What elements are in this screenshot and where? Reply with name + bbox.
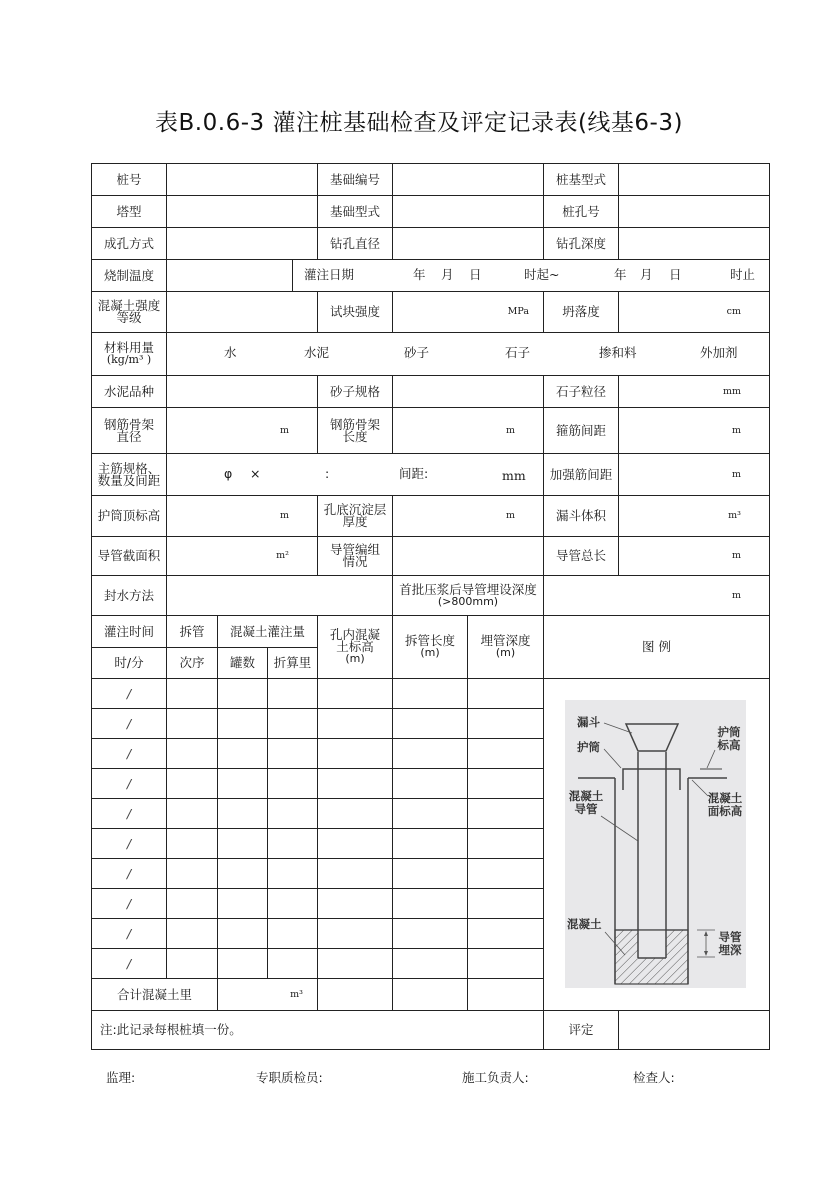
footer-construction-lead: 施工负责人: (462, 1070, 529, 1085)
legend-casing: 护筒 (577, 740, 600, 754)
field-casting-temp[interactable] (166, 259, 293, 292)
pour-row-cell[interactable] (267, 678, 318, 709)
pour-row-cell[interactable] (217, 738, 268, 769)
label-pipe-assembly: 导管编组情况 (317, 536, 393, 576)
pour-row-cell[interactable] (317, 798, 393, 829)
label-water-seal: 封水方法 (91, 575, 167, 616)
field-water-seal[interactable] (166, 575, 393, 616)
pour-row-cell[interactable] (317, 918, 393, 949)
pour-row-cell[interactable] (467, 798, 544, 829)
label-concrete-grade: 混凝土强度等级 (91, 291, 167, 333)
field-main-bar[interactable] (166, 453, 544, 496)
field-casing-top-elev[interactable]: m (166, 495, 318, 537)
pour-row-time-field[interactable]: / (91, 858, 167, 889)
spacing-label: 间距: (399, 466, 429, 481)
field-pour-date[interactable] (292, 259, 770, 292)
pour-row-cell[interactable] (217, 678, 268, 709)
field-first-batch-depth[interactable]: m (543, 575, 770, 616)
header-removal-length-unit: (m) (420, 646, 440, 659)
pour-row-time-field[interactable]: / (91, 708, 167, 739)
label-foundation-no: 基础编号 (317, 163, 393, 196)
pour-row-cell[interactable] (267, 858, 318, 889)
pour-row-cell[interactable] (267, 828, 318, 859)
field-pile-foundation-type[interactable] (618, 163, 770, 196)
label-cage-length: 钢筋骨架长度 (317, 407, 393, 454)
pour-row-cell[interactable] (392, 918, 468, 949)
footer-supervisor: 监理: (106, 1070, 136, 1085)
label-pile-foundation-type: 桩基型式 (543, 163, 619, 196)
pour-row-cell[interactable] (217, 828, 268, 859)
pour-row-cell[interactable] (392, 678, 468, 709)
pour-row-time-field[interactable]: / (91, 918, 167, 949)
legend-pipe-burial: 导管埋深 (718, 930, 742, 957)
pour-row-time-field[interactable]: / (91, 888, 167, 919)
label-total-concrete: 合计混凝土里 (91, 978, 218, 1011)
pour-row-cell[interactable] (217, 918, 268, 949)
field-material-usage[interactable] (166, 332, 770, 376)
month-label-end: 月 (640, 267, 653, 282)
legend-hopper: 漏斗 (577, 715, 600, 729)
month-label-start: 月 (441, 267, 454, 282)
legend-concrete-surface: 混凝土面标高 (707, 791, 743, 818)
pour-row-cell[interactable] (267, 708, 318, 739)
label-stirrup-spacing: 箍筋间距 (543, 407, 619, 454)
pour-row-cell[interactable] (166, 828, 218, 859)
pour-row-cell[interactable] (166, 738, 218, 769)
label-slump: 坍落度 (543, 291, 619, 333)
field-total-removal-length[interactable] (392, 978, 468, 1011)
header-burial-depth (467, 615, 544, 679)
pour-row-cell[interactable] (467, 768, 544, 799)
header-elevation-text: 孔内混凝土标高 (329, 627, 380, 654)
spacing-unit: mm (502, 468, 526, 483)
field-total-concrete[interactable]: m³ (217, 978, 318, 1011)
pour-row-cell[interactable] (392, 828, 468, 859)
pour-row-cell[interactable] (267, 888, 318, 919)
header-legend: 图 例 (543, 615, 770, 679)
label-evaluation: 评定 (543, 1010, 619, 1050)
pour-row-cell[interactable] (166, 678, 218, 709)
pile-diagram (565, 700, 746, 988)
pour-row-cell[interactable] (267, 738, 318, 769)
pour-row-cell[interactable] (392, 738, 468, 769)
pour-row-time-field[interactable]: / (91, 798, 167, 829)
pour-row-cell[interactable] (267, 768, 318, 799)
pour-row-cell[interactable] (166, 918, 218, 949)
label-sediment-thickness: 孔底沉淀层厚度 (317, 495, 393, 537)
pour-row-cell[interactable] (166, 798, 218, 829)
pour-row-cell[interactable] (217, 888, 268, 919)
pour-row-cell[interactable] (317, 828, 393, 859)
label-pipe-area: 导管截面积 (91, 536, 167, 576)
header-buckets: 罐数 (217, 647, 268, 679)
pour-row-cell[interactable] (317, 738, 393, 769)
day-label-end: 日 (669, 267, 682, 282)
pour-row-cell[interactable] (217, 708, 268, 739)
field-sediment-thickness[interactable]: m (392, 495, 544, 537)
pour-row-cell[interactable] (392, 948, 468, 979)
pour-row-cell[interactable] (467, 708, 544, 739)
pour-row-cell[interactable] (467, 678, 544, 709)
page-title: 表B.0.6-3 灌注桩基础检查及评定记录表(线基6-3) (155, 110, 683, 136)
pour-row-cell[interactable] (317, 858, 393, 889)
material-sand: 砂子 (404, 345, 430, 360)
year-label-end: 年 (614, 267, 627, 282)
field-hole-method[interactable] (166, 227, 318, 260)
label-casting-temp: 烧制温度 (91, 259, 167, 292)
field-sand-spec[interactable] (392, 375, 544, 408)
pour-row-cell[interactable] (217, 948, 268, 979)
pour-row-cell[interactable] (467, 888, 544, 919)
field-pipe-total-length[interactable]: m (618, 536, 770, 576)
label-pile-hole-no: 桩孔号 (543, 195, 619, 228)
label-reinforce-spacing: 加强筋间距 (543, 453, 619, 496)
pour-row-cell[interactable] (467, 948, 544, 979)
phi-symbol: φ (224, 466, 233, 481)
label-cement-type: 水泥品种 (91, 375, 167, 408)
label-tower-type: 塔型 (91, 195, 167, 228)
label-sand-spec: 砂子规格 (317, 375, 393, 408)
pour-row-cell[interactable] (217, 768, 268, 799)
pour-row-cell[interactable] (467, 918, 544, 949)
footer-quality-inspector: 专职质检员: (256, 1070, 323, 1085)
header-hour-min: 时/分 (91, 647, 167, 679)
pour-row-cell[interactable] (392, 858, 468, 889)
pour-row-cell[interactable] (166, 858, 218, 889)
material-usage-text: 材料用量 (103, 340, 154, 355)
field-slump[interactable]: cm (618, 291, 770, 333)
material-cement: 水泥 (304, 345, 330, 360)
label-pile-no: 桩号 (91, 163, 167, 196)
label-stone-size: 石子粒径 (543, 375, 619, 408)
field-foundation-type[interactable] (392, 195, 544, 228)
label-material-usage (91, 332, 167, 376)
label-first-batch-depth (392, 575, 544, 616)
field-cage-diameter[interactable]: m (166, 407, 318, 454)
material-stone: 石子 (505, 345, 531, 360)
field-evaluation[interactable] (618, 1010, 770, 1050)
label-test-block-strength: 试块强度 (317, 291, 393, 333)
pour-row-cell[interactable] (392, 708, 468, 739)
pour-row-cell[interactable] (317, 768, 393, 799)
header-converted: 折算里 (267, 647, 318, 679)
time-start-label: 时起~ (524, 267, 560, 282)
pour-row-cell[interactable] (467, 828, 544, 859)
note-text: 注:此记录每根桩填一份。 (91, 1010, 544, 1050)
header-burial-depth-unit: (m) (495, 646, 516, 659)
pour-row-time-field[interactable]: / (91, 828, 167, 859)
pour-row-cell[interactable] (467, 738, 544, 769)
pour-row-time-field[interactable]: / (91, 768, 167, 799)
first-batch-depth-text: 首批压浆后导管埋设深度 (399, 581, 537, 597)
field-pipe-area[interactable]: m² (166, 536, 318, 576)
header-removal: 拆管 (166, 615, 218, 648)
field-stirrup-spacing[interactable]: m (618, 407, 770, 454)
header-burial-depth-text: 埋管深度 (480, 633, 531, 648)
pour-row-cell[interactable] (467, 858, 544, 889)
header-removal-length-text: 拆管长度 (404, 633, 455, 648)
field-reinforce-spacing[interactable]: m (618, 453, 770, 496)
pour-row-cell[interactable] (166, 888, 218, 919)
material-unit-text: (kg/m³ ) (106, 353, 152, 366)
first-batch-req-text: (>800mm) (437, 594, 499, 608)
pour-row-cell[interactable] (317, 678, 393, 709)
field-drill-diameter[interactable] (392, 227, 544, 260)
field-tower-type[interactable] (166, 195, 318, 228)
pour-row-time-field[interactable]: / (91, 948, 167, 979)
pour-row-cell[interactable] (267, 798, 318, 829)
pour-row-cell[interactable] (267, 948, 318, 979)
field-foundation-no[interactable] (392, 163, 544, 196)
times-symbol: × (250, 466, 261, 481)
field-test-block-strength[interactable]: MPa (392, 291, 544, 333)
material-admixture: 掺和料 (599, 345, 637, 360)
label-main-bar: 主筋规格、数量及间距 (91, 453, 167, 496)
header-elevation-unit: (m) (345, 652, 365, 665)
field-hopper-volume[interactable]: m³ (618, 495, 770, 537)
pour-row-cell[interactable] (317, 948, 393, 979)
header-pour-time: 灌注时间 (91, 615, 167, 648)
label-drill-depth: 钻孔深度 (543, 227, 619, 260)
header-sequence: 次序 (166, 647, 218, 679)
pour-row-cell[interactable] (317, 708, 393, 739)
field-total-burial-depth[interactable] (467, 978, 544, 1011)
year-label-start: 年 (413, 267, 426, 282)
pour-row-cell[interactable] (166, 708, 218, 739)
pour-row-time-field[interactable]: / (91, 738, 167, 769)
material-water: 水 (224, 345, 237, 360)
label-casing-top-elev: 护筒顶标高 (91, 495, 167, 537)
pour-row-cell[interactable] (392, 768, 468, 799)
pour-row-cell[interactable] (392, 798, 468, 829)
field-concrete-grade[interactable] (166, 291, 318, 333)
label-drill-diameter: 钻孔直径 (317, 227, 393, 260)
field-pipe-assembly[interactable] (392, 536, 544, 576)
pour-row-cell[interactable] (267, 918, 318, 949)
legend-concrete: 混凝土 (567, 917, 602, 931)
pour-row-cell[interactable] (317, 888, 393, 919)
field-pile-hole-no[interactable] (618, 195, 770, 228)
field-total-elevation[interactable] (317, 978, 393, 1011)
material-additive: 外加剂 (700, 345, 738, 360)
pour-row-cell[interactable] (392, 888, 468, 919)
label-pipe-total-length: 导管总长 (543, 536, 619, 576)
header-elevation (317, 615, 393, 679)
pour-row-cell[interactable] (166, 768, 218, 799)
label-hopper-volume: 漏斗体积 (543, 495, 619, 537)
header-concrete-amount: 混凝土灌注量 (217, 615, 318, 648)
label-foundation-type: 基础型式 (317, 195, 393, 228)
pour-row-time-field[interactable]: / (91, 678, 167, 709)
time-end-label: 时止 (730, 267, 756, 282)
day-label-start: 日 (469, 267, 482, 282)
pour-row-cell[interactable] (166, 948, 218, 979)
field-drill-depth[interactable] (618, 227, 770, 260)
footer-inspector: 检查人: (633, 1070, 675, 1085)
legend-casing-elev: 护筒标高 (717, 725, 741, 752)
label-cage-diameter: 钢筋骨架直径 (91, 407, 167, 454)
pour-row-cell[interactable] (217, 798, 268, 829)
label-hole-method: 成孔方式 (91, 227, 167, 260)
field-cement-type[interactable] (166, 375, 318, 408)
header-removal-length (392, 615, 468, 679)
field-pile-no[interactable] (166, 163, 318, 196)
field-cage-length[interactable]: m (392, 407, 544, 454)
legend-pipe: 混凝土导管 (568, 789, 604, 816)
field-stone-size[interactable]: mm (618, 375, 770, 408)
colon-symbol: : (325, 466, 330, 481)
label-pour-date: 灌注日期 (304, 267, 355, 282)
pour-row-cell[interactable] (217, 858, 268, 889)
